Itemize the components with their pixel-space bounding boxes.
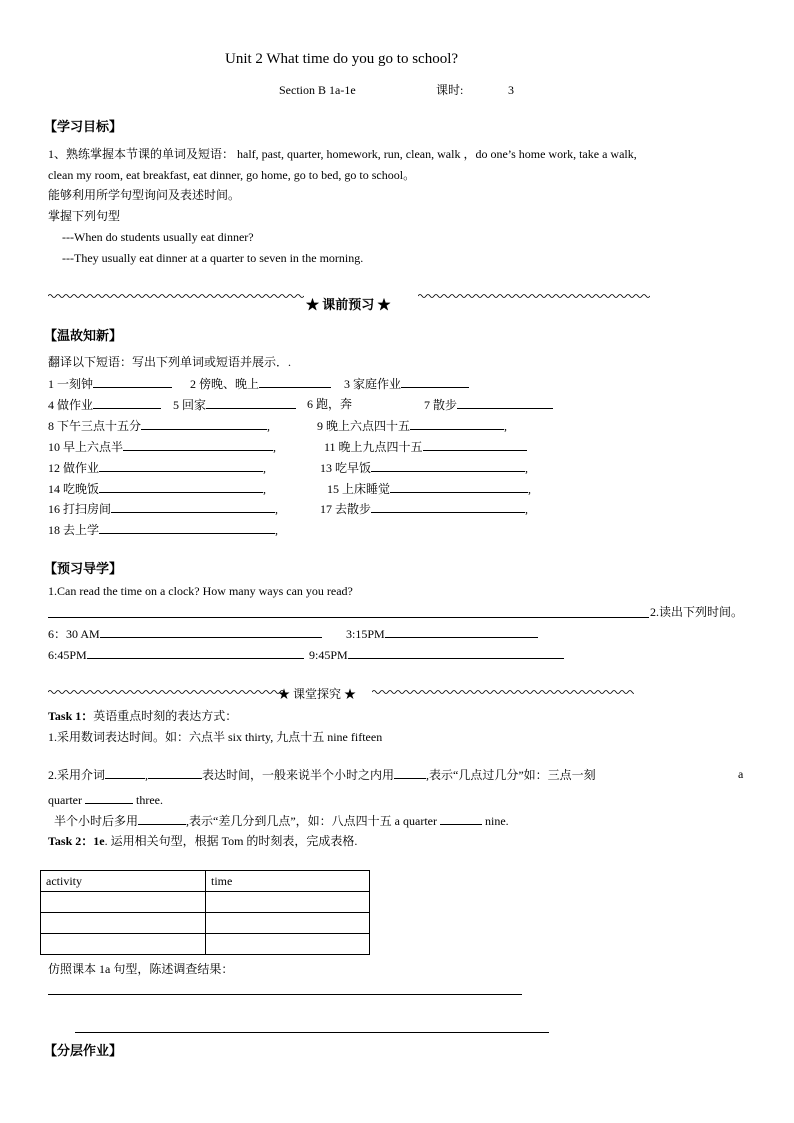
review-item-8: 8 下午三点十五分 , <box>48 419 271 433</box>
answer-blank[interactable] <box>410 417 504 430</box>
review-item-3: 3 家庭作业 <box>344 375 469 392</box>
answer-blank[interactable] <box>440 812 482 825</box>
time-item-3: 6:45PM <box>48 646 304 663</box>
answer-blank[interactable] <box>138 812 186 825</box>
review-item-9: 9 晚上六点四十五 , <box>317 419 508 433</box>
answer-blank[interactable] <box>385 625 538 638</box>
review-item-5: 5 回家 <box>173 396 296 413</box>
table-cell[interactable] <box>206 913 370 934</box>
review-item-2: 2 傍晚、晚上 <box>190 375 331 392</box>
task1-title: Task 1：英语重点时刻的表达方式： <box>48 709 238 723</box>
time-item-4: 9:45PM <box>309 646 564 663</box>
review-item-4: 4 做作业 <box>48 396 161 413</box>
period-value: 3 <box>508 83 514 97</box>
answer-blank[interactable] <box>93 375 172 388</box>
preview-question-2: 2.读出下列时间。 <box>650 605 744 619</box>
imitate-instruction: 仿照课本 1a 句型，陈述调查结果： <box>48 962 234 976</box>
review-item-7: 7 散步 <box>424 396 553 413</box>
answer-blank[interactable] <box>390 480 528 493</box>
review-item-6: 6 跑，奔 <box>307 397 353 411</box>
table-row <box>41 892 370 913</box>
answer-blank[interactable] <box>111 500 275 513</box>
review-item-14: 14 吃晚饭 , <box>48 482 267 496</box>
objectives-line-2: clean my room, eat breakfast, eat dinner, go home, go to bed, go to school。 <box>48 168 416 182</box>
answer-blank[interactable] <box>394 766 426 779</box>
table-header-time: time <box>206 871 370 892</box>
objectives-question: ---When do students usually eat dinner? <box>62 230 254 244</box>
task1-line-2: 2.采用介词 , 表达时间，一般来说半个小时之内用 ,表示“几点过几分”如：三点一刻 <box>48 768 596 782</box>
answer-line[interactable] <box>48 617 649 618</box>
wave-divider-right <box>372 689 634 695</box>
review-item-12: 12 做作业 , <box>48 461 267 475</box>
objectives-heading: 【学习目标】 <box>44 119 123 134</box>
objectives-line-1: 1、熟练掌握本节课的单词及短语： half, past, quarter, homework, run, clean, walk ，do one’s home work, take a walk, <box>48 147 637 161</box>
wave-divider-left <box>48 293 304 299</box>
divider-label-preview: ★ 课前预习 ★ <box>306 297 391 312</box>
time-item-2: 3:15PM <box>346 625 538 642</box>
section-label: Section B 1a-1e <box>279 83 356 97</box>
table-header-row <box>41 871 370 892</box>
review-item-15: 15 上床睡觉 , <box>327 482 532 496</box>
review-item-17: 17 去散步 , <box>320 502 529 516</box>
task1-line-3: quarter three. <box>48 793 163 807</box>
answer-line[interactable] <box>75 1032 549 1033</box>
divider-label-explore: ★ 课堂探究 ★ <box>278 687 357 701</box>
table-row <box>41 913 370 934</box>
activity-table <box>40 870 370 955</box>
answer-blank[interactable] <box>423 438 527 451</box>
review-item-16: 16 打扫房间 , <box>48 502 279 516</box>
review-item-13: 13 吃早饭 , <box>320 461 529 475</box>
answer-blank[interactable] <box>457 396 553 409</box>
wave-divider-left <box>48 689 284 695</box>
answer-blank[interactable] <box>99 521 275 534</box>
task1-line-4: 半个小时后多用 ,表示“差几分到几点”，如：八点四十五 a quarter nine. <box>54 814 509 828</box>
review-instruction: 翻译以下短语：写出下列单词或短语并展示．. <box>48 355 292 369</box>
task2-title: Task 2：1e. 运用相关句型，根据 Tom 的时刻表，完成表格. <box>48 834 358 848</box>
answer-blank[interactable] <box>105 766 145 779</box>
table-cell[interactable] <box>41 892 206 913</box>
wave-divider-right <box>418 293 650 299</box>
review-item-11: 11 晚上九点四十五 <box>324 438 527 455</box>
preview-question-1: 1.Can read the time on a clock? How many ways can you read? <box>48 584 353 598</box>
answer-blank[interactable] <box>206 396 296 409</box>
review-item-1: 1 一刻钟 <box>48 375 172 392</box>
answer-blank[interactable] <box>148 766 202 779</box>
answer-blank[interactable] <box>99 480 263 493</box>
task1-line-2-end: a <box>738 767 744 781</box>
answer-blank[interactable] <box>141 417 267 430</box>
answer-blank[interactable] <box>259 375 331 388</box>
answer-line[interactable] <box>48 994 522 995</box>
answer-blank[interactable] <box>99 459 263 472</box>
preview-heading: 【预习导学】 <box>44 561 123 576</box>
table-row <box>41 934 370 955</box>
homework-heading: 【分层作业】 <box>44 1043 123 1058</box>
table-cell[interactable] <box>206 892 370 913</box>
objectives-line-3: 能够利用所学句型询问及表述时间。 <box>48 188 241 202</box>
table-cell[interactable] <box>41 934 206 955</box>
review-item-18: 18 去上学 , <box>48 523 279 537</box>
period-label: 课时: <box>436 83 464 97</box>
time-item-1: 6：30 AM <box>48 625 322 642</box>
table-cell[interactable] <box>206 934 370 955</box>
answer-blank[interactable] <box>123 438 273 451</box>
task1-line-1: 1.采用数词表达时间。如：六点半 six thirty, 九点十五 nine fifteen <box>48 730 383 744</box>
review-heading: 【温故知新】 <box>44 328 123 343</box>
answer-blank[interactable] <box>87 646 304 659</box>
table-header-activity: activity <box>41 871 206 892</box>
page-title: Unit 2 What time do you go to school? <box>225 51 459 67</box>
answer-blank[interactable] <box>100 625 322 638</box>
review-item-10: 10 早上六点半 , <box>48 440 277 454</box>
table-cell[interactable] <box>41 913 206 934</box>
answer-blank[interactable] <box>348 646 564 659</box>
answer-blank[interactable] <box>85 791 133 804</box>
objectives-line-4: 掌握下列句型 <box>48 209 121 223</box>
answer-blank[interactable] <box>371 459 525 472</box>
objectives-answer: ---They usually eat dinner at a quarter to seven in the morning. <box>62 251 364 265</box>
answer-blank[interactable] <box>371 500 525 513</box>
answer-blank[interactable] <box>93 396 161 409</box>
answer-blank[interactable] <box>401 375 469 388</box>
